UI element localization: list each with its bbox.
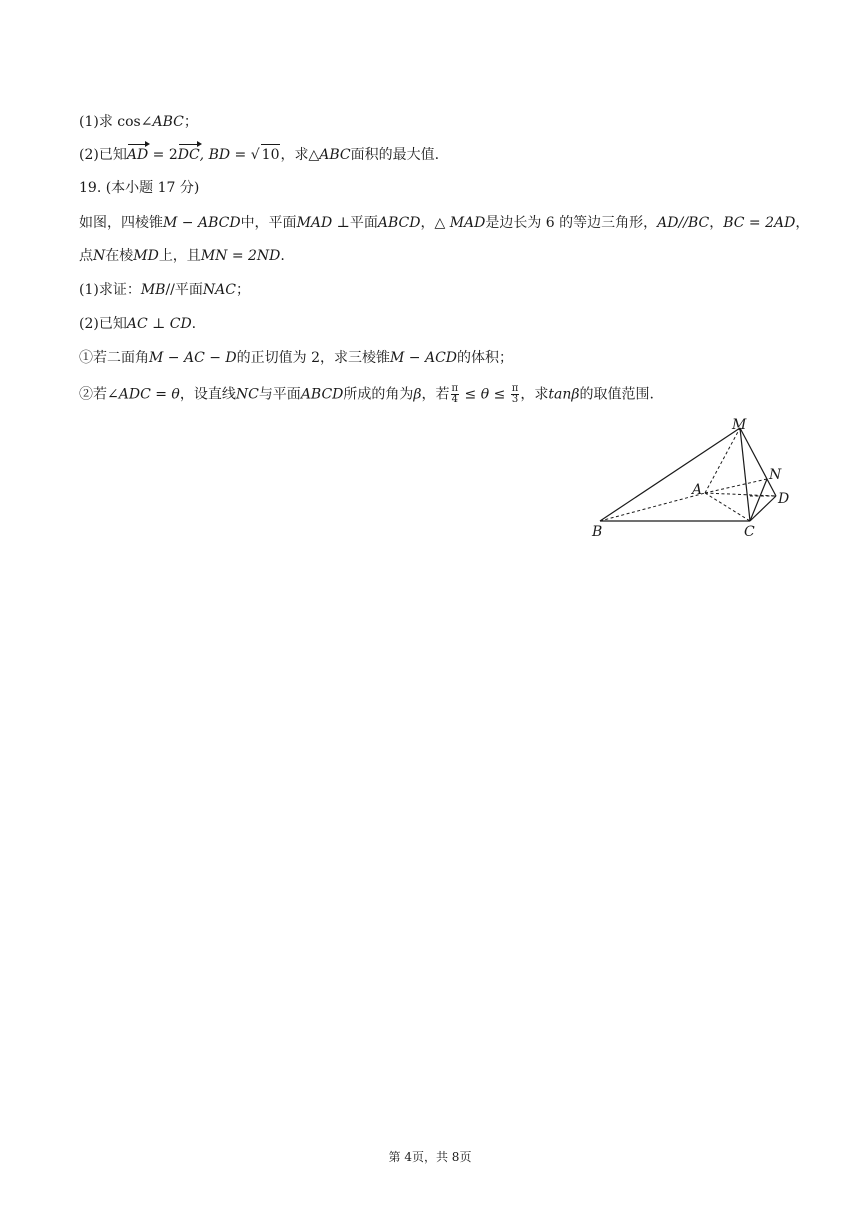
question-19-header: 19. (本小题 17 分) (79, 180, 200, 196)
part2-abc: ABC (319, 147, 351, 163)
sub1-a: (1)求证： (79, 282, 141, 298)
sub2b-m5: tanβ (548, 386, 580, 403)
sub2b-h: 的取值范围. (579, 386, 654, 403)
part2-eq-two: = 2 (148, 147, 178, 163)
sub2b-m2: NC (235, 386, 259, 403)
edge-ad (705, 493, 776, 496)
vector-dc: DC (177, 147, 200, 163)
q19-sub-2 (79, 314, 196, 334)
intro1-m2: MAD (296, 215, 333, 231)
intro1-d: ，△ (420, 215, 450, 231)
frac1-num: π (451, 383, 459, 394)
label-b: B (592, 524, 603, 540)
label-d: D (778, 491, 790, 507)
intro1-m6: BC = 2AD (723, 215, 796, 231)
fraction-pi-over-3 (511, 384, 520, 405)
question-part-2 (79, 144, 439, 165)
sub2b-g: ，求 (520, 386, 549, 403)
sub1-b: //平面 (165, 282, 203, 298)
sub2b-e: ，若 (421, 386, 450, 403)
intro2-m1: N (93, 248, 106, 264)
sub1-m2: NAC (202, 282, 236, 298)
edge-an (705, 479, 767, 493)
sub1-c: ； (235, 282, 250, 298)
pyramid-figure (580, 408, 810, 543)
sub2a-b: 的正切值为 2，求三棱锥 (236, 350, 391, 366)
intro2-m2: MD (133, 248, 159, 264)
intro1-m3: ABCD (377, 215, 421, 231)
edge-cn (750, 479, 767, 521)
intro2-b: 在棱 (105, 248, 134, 264)
part2-eq: = (230, 147, 251, 163)
intro2-d: . (280, 248, 285, 264)
intro2-c: 上，且 (158, 248, 201, 264)
sub2-b: . (191, 316, 197, 332)
intro1-a: 如图，四棱锥 (79, 215, 163, 231)
intro1-f: ， (709, 215, 724, 231)
sub2b-m3: ABCD (300, 386, 344, 403)
question-part-1 (79, 112, 198, 132)
sub2b-m4: β (413, 386, 422, 403)
label-a: A (692, 482, 703, 498)
part1-math: ABC (152, 114, 184, 130)
intro2-a: 点 (79, 248, 93, 264)
sub1-m1: MB (140, 282, 166, 298)
part1-text: (1)求 cos∠ (79, 114, 153, 130)
sub2b-d: 所成的角为 (343, 386, 414, 403)
sqrt-radicand: 10 (261, 144, 281, 165)
part2-bd: , BD (199, 147, 231, 163)
sub2a-c: 的体积； (457, 350, 514, 366)
sub2a-m2: M − ACD (390, 350, 458, 366)
sub2a-a: ①若二面角 (79, 350, 149, 366)
q19-sub-1 (79, 280, 250, 300)
intro1-c: ⊥平面 (332, 215, 378, 231)
part2-t2: 面积的最大值. (350, 147, 440, 163)
edge-mb (600, 428, 740, 521)
label-m: M (732, 417, 747, 433)
intro2-m3: MN = 2ND (200, 248, 281, 264)
intro1-m5: AD//BC (657, 215, 710, 231)
q19-intro-line-1 (79, 213, 809, 233)
fraction-pi-over-4 (451, 384, 460, 405)
frac2-num: π (511, 383, 519, 394)
page-footer: 第 4页，共 8页 (388, 1150, 472, 1164)
intro1-m1: M − ABCD (163, 215, 241, 231)
edge-mc (740, 428, 750, 521)
part1-end: ； (183, 114, 198, 130)
sub2b-a: ②若 (79, 386, 107, 403)
edge-am (705, 428, 740, 493)
sub2a-m1: M − AC − D (149, 350, 237, 366)
edge-md (740, 428, 776, 496)
sub2b-c: 与平面 (258, 386, 301, 403)
intro1-b: 中，平面 (240, 215, 297, 231)
q19-sub-2-b (79, 384, 654, 405)
sub2b-m1: ∠ADC = θ (107, 386, 180, 403)
intro1-m4: MAD (449, 215, 486, 231)
edge-ba (600, 493, 705, 521)
sub2b-mid: ≤ θ ≤ (460, 386, 510, 403)
vector-ad: AD (126, 147, 149, 163)
label-c: C (744, 524, 755, 540)
edge-ac (705, 493, 750, 521)
edge-cd (750, 496, 776, 521)
part2-prefix: (2)已知 (79, 147, 127, 163)
intro1-g: ， (795, 215, 810, 231)
frac1-den: 4 (451, 394, 458, 405)
q19-intro-line-2 (79, 246, 285, 266)
sub2-a: (2)已知 (79, 316, 127, 332)
sqrt-expression: √ 10 (251, 144, 281, 165)
sub2b-b: ，设直线 (179, 386, 236, 403)
sub2-m1: AC ⊥ CD (126, 316, 192, 332)
q19-sub-2-a (79, 348, 513, 368)
intro1-e: 是边长为 6 的等边三角形， (485, 215, 658, 231)
frac2-den: 3 (511, 394, 519, 405)
label-n: N (769, 467, 782, 483)
part2-t1: ，求△ (280, 147, 320, 163)
